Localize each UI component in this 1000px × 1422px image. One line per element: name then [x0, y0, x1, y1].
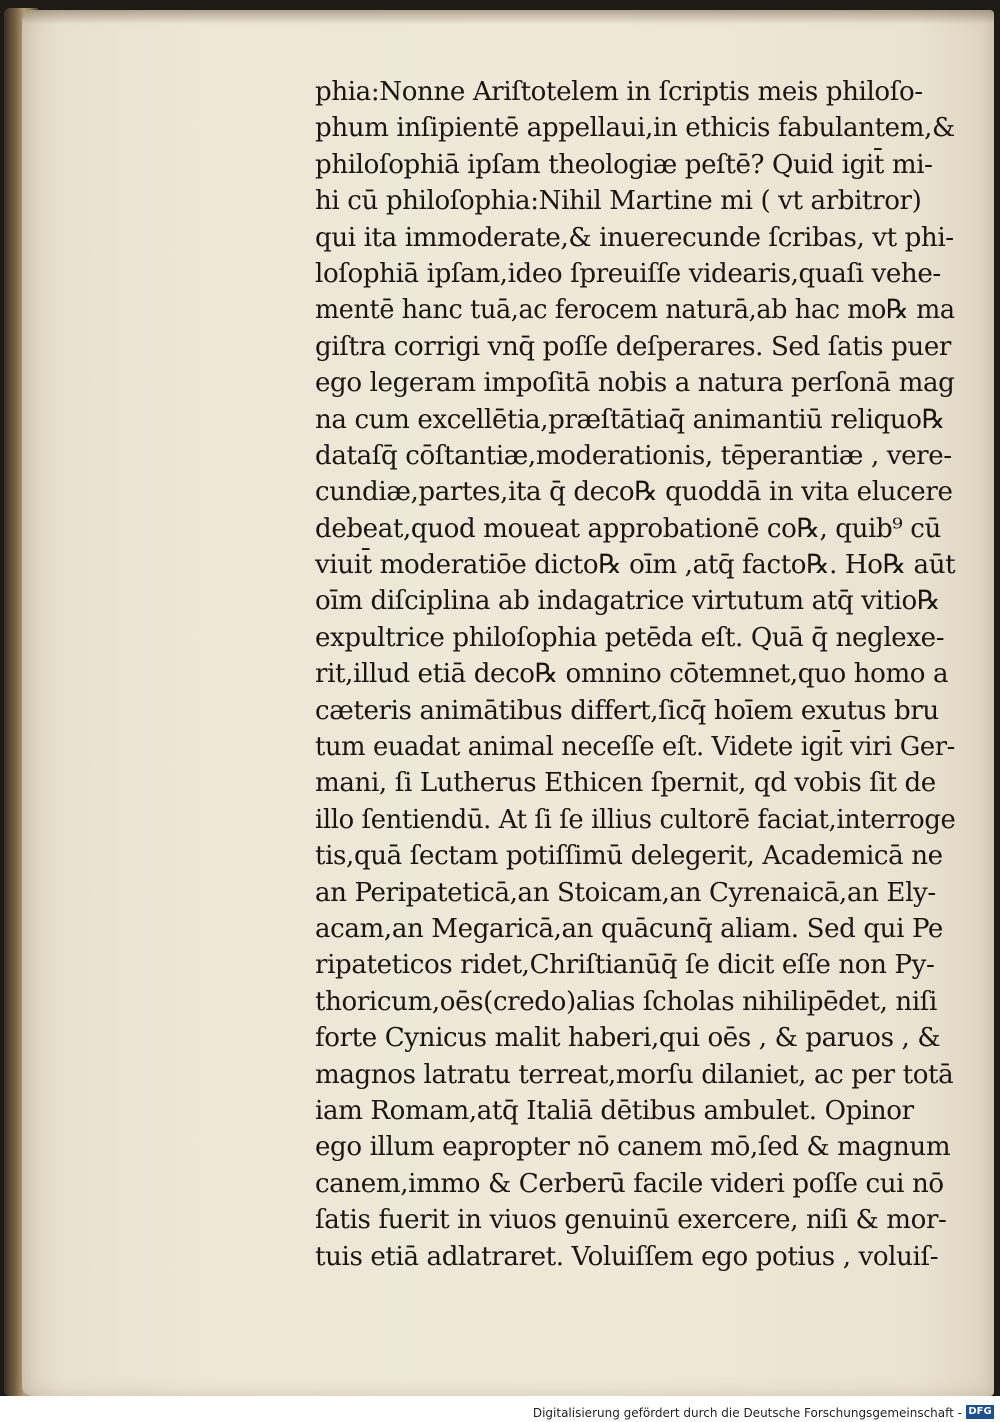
text-line: hi cū philoſophia:Nihil Martine mi ( vt arbitror) [315, 185, 922, 217]
text-line: phia:Nonne Ariſtotelem in ſcriptis meis philoſo- [315, 76, 923, 107]
text-line: acam,an Megaricā,an quācunq̄ aliam. Sed qui Pe [315, 912, 943, 944]
text-line: ego illum eapropter nō canem mō,ſed & magnum [315, 1131, 951, 1163]
text-line: giſtra corrigi vnq̄ poſſe deſperares. Sed ſatis puer [315, 330, 951, 362]
text-line: forte Cynicus malit haberi,qui oēs , & paruos , & [315, 1022, 941, 1054]
text-line: thoricum,oēs(credo)alias ſcholas nihilipēdet, niſi [315, 985, 938, 1017]
text-line: an Peripateticā,an Stoicam,an Cyrenaicā,an Ely- [315, 876, 936, 908]
text-line: cæteris animātibus differt,ſicq̄ hoīem exutus bru [315, 694, 939, 726]
text-line: phum inſipientē appellaui,in ethicis fabulantem,& [315, 112, 955, 144]
text-line: debeat,quod moueat approbationē co℞, quib⁹ cū [315, 512, 941, 544]
text-line: na cum excellētia,præſtātiaq̄ animantiū reliquo℞ [315, 403, 945, 435]
text-line: philoſophiā ipſam theologiæ peſtē? Quid igit̄ mi- [315, 148, 933, 180]
text-line: tum euadat animal neceſſe eſt. Videte igit̄ viri Ger- [315, 731, 955, 763]
text-line: tuis etiā adlatraret. Voluiſſem ego potius , voluiſ- [315, 1240, 939, 1272]
text-line: ſatis fuerit in viuos genuinū exercere, niſi & mor- [315, 1204, 947, 1236]
text-line: tis,quā ſectam potiſſimū delegerit, Academicā ne [315, 840, 943, 872]
text-line: oīm diſciplina ab indagatrice virtutum atq̄ vitio℞ [315, 585, 940, 617]
footer-credit: Digitalisierung gefördert durch die Deutsche Forschungsgemeinschaft - [532, 1406, 962, 1420]
text-line: ego legeram impoſitā nobis a natura perſonā mag [315, 367, 955, 399]
text-line: dataſq̄ cōſtantiæ,moderationis, tēperantiæ , vere- [315, 439, 952, 471]
text-line: mentē hanc tuā,ac ferocem naturā,ab hac mo℞ ma [315, 294, 955, 326]
text-line: iam Romam,atq̄ Italiā dētibus ambulet. Opinor [315, 1094, 914, 1126]
text-line: cundiæ,partes,ita q̄ deco℞ quoddā in vita elucere [315, 476, 953, 508]
page-shadow [22, 10, 994, 24]
text-line: rit,illud etiā deco℞ omnino cōtemnet,quo homo a [315, 658, 949, 690]
text-line: mani, ſi Lutherus Ethicen ſpernit, qd vobis ſit de [315, 767, 936, 799]
page-text-block [315, 74, 965, 1275]
text-line: magnos latratu terreat,morſu dilaniet, ac per totā [315, 1058, 954, 1090]
text-line: ripateticos ridet,Chriſtianūq̄ ſe dicit eſſe non Py- [315, 949, 935, 981]
text-line: loſophiā ipſam,ideo ſpreuiſſe videaris,quaſi vehe- [315, 257, 941, 289]
dfg-logo: DFG [966, 1405, 994, 1419]
text-line: canem,immo & Cerberū facile videri poſſe cui nō [315, 1167, 944, 1199]
text-line: expultrice philoſophia petēda eſt. Quā q̄ neglexe- [315, 621, 945, 653]
text-line: illo ſentiendū. At ſi ſe illius cultorē faciat,interroge [315, 803, 956, 835]
text-line: viuit̄ moderatiōe dicto℞ oīm ,atq̄ facto℞. Ho℞ aūt [315, 549, 956, 581]
text-line: qui ita immoderate,& inuerecunde ſcribas, vt phi- [315, 221, 954, 253]
